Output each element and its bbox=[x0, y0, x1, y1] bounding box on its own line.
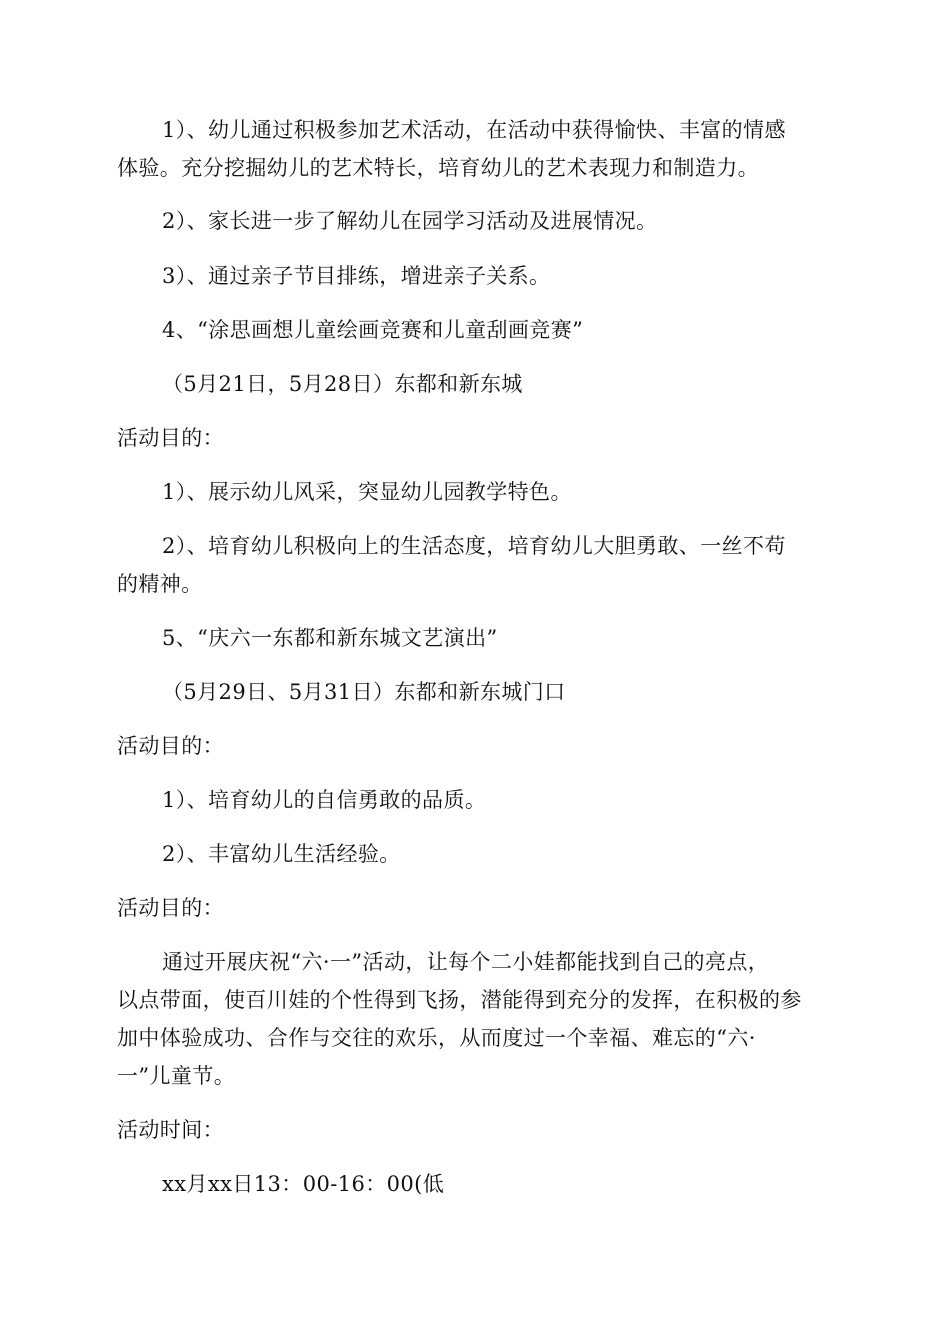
paragraph-line: 体验。充分挖掘幼儿的艺术特长，培育幼儿的艺术表现力和制造力。 bbox=[117, 156, 759, 180]
section-heading: 5、“庆六一东都和新东城文艺演出” bbox=[162, 626, 498, 650]
paragraph-line: 3）、通过亲子节目排练，增进亲子关系。 bbox=[162, 264, 551, 288]
paragraph-line: 以点带面，使百川娃的个性得到飞扬，潜能得到充分的发挥，在积极的参 bbox=[117, 988, 802, 1012]
paragraph-line: 1）、展示幼儿风采，突显幼儿园教学特色。 bbox=[162, 480, 572, 504]
label-line: 活动时间： bbox=[117, 1118, 224, 1142]
label-line: 活动目的： bbox=[117, 734, 224, 758]
date-location-line: （5月21日，5月28日）东都和新东城 bbox=[162, 372, 523, 396]
paragraph-line: 通过开展庆祝“六·一”活动，让每个二小娃都能找到自己的亮点， bbox=[162, 950, 770, 974]
section-heading: 4、“涂思画想儿童绘画竞赛和儿童刮画竞赛” bbox=[162, 318, 584, 342]
paragraph-line: 一”儿童节。 bbox=[117, 1064, 236, 1088]
paragraph-line: 2）、丰富幼儿生活经验。 bbox=[162, 842, 401, 866]
paragraph-line: 2）、家长进一步了解幼儿在园学习活动及进展情况。 bbox=[162, 209, 658, 233]
paragraph-line: 2）、培育幼儿积极向上的生活态度，培育幼儿大胆勇敢、一丝不苟 bbox=[162, 534, 786, 558]
date-location-line: （5月29日、5月31日）东都和新东城门口 bbox=[162, 680, 566, 704]
label-line: 活动目的： bbox=[117, 426, 224, 450]
paragraph-line: 1）、培育幼儿的自信勇敢的品质。 bbox=[162, 788, 487, 812]
paragraph-line: 的精神。 bbox=[117, 572, 203, 596]
paragraph-line: xx月xx日13：00-16：00(低 bbox=[162, 1172, 445, 1196]
paragraph-line: 加中体验成功、合作与交往的欢乐，从而度过一个幸福、难忘的“六· bbox=[117, 1026, 756, 1050]
label-line: 活动目的： bbox=[117, 896, 224, 920]
paragraph-line: 1）、幼儿通过积极参加艺术活动，在活动中获得愉快、丰富的情感 bbox=[162, 118, 786, 142]
